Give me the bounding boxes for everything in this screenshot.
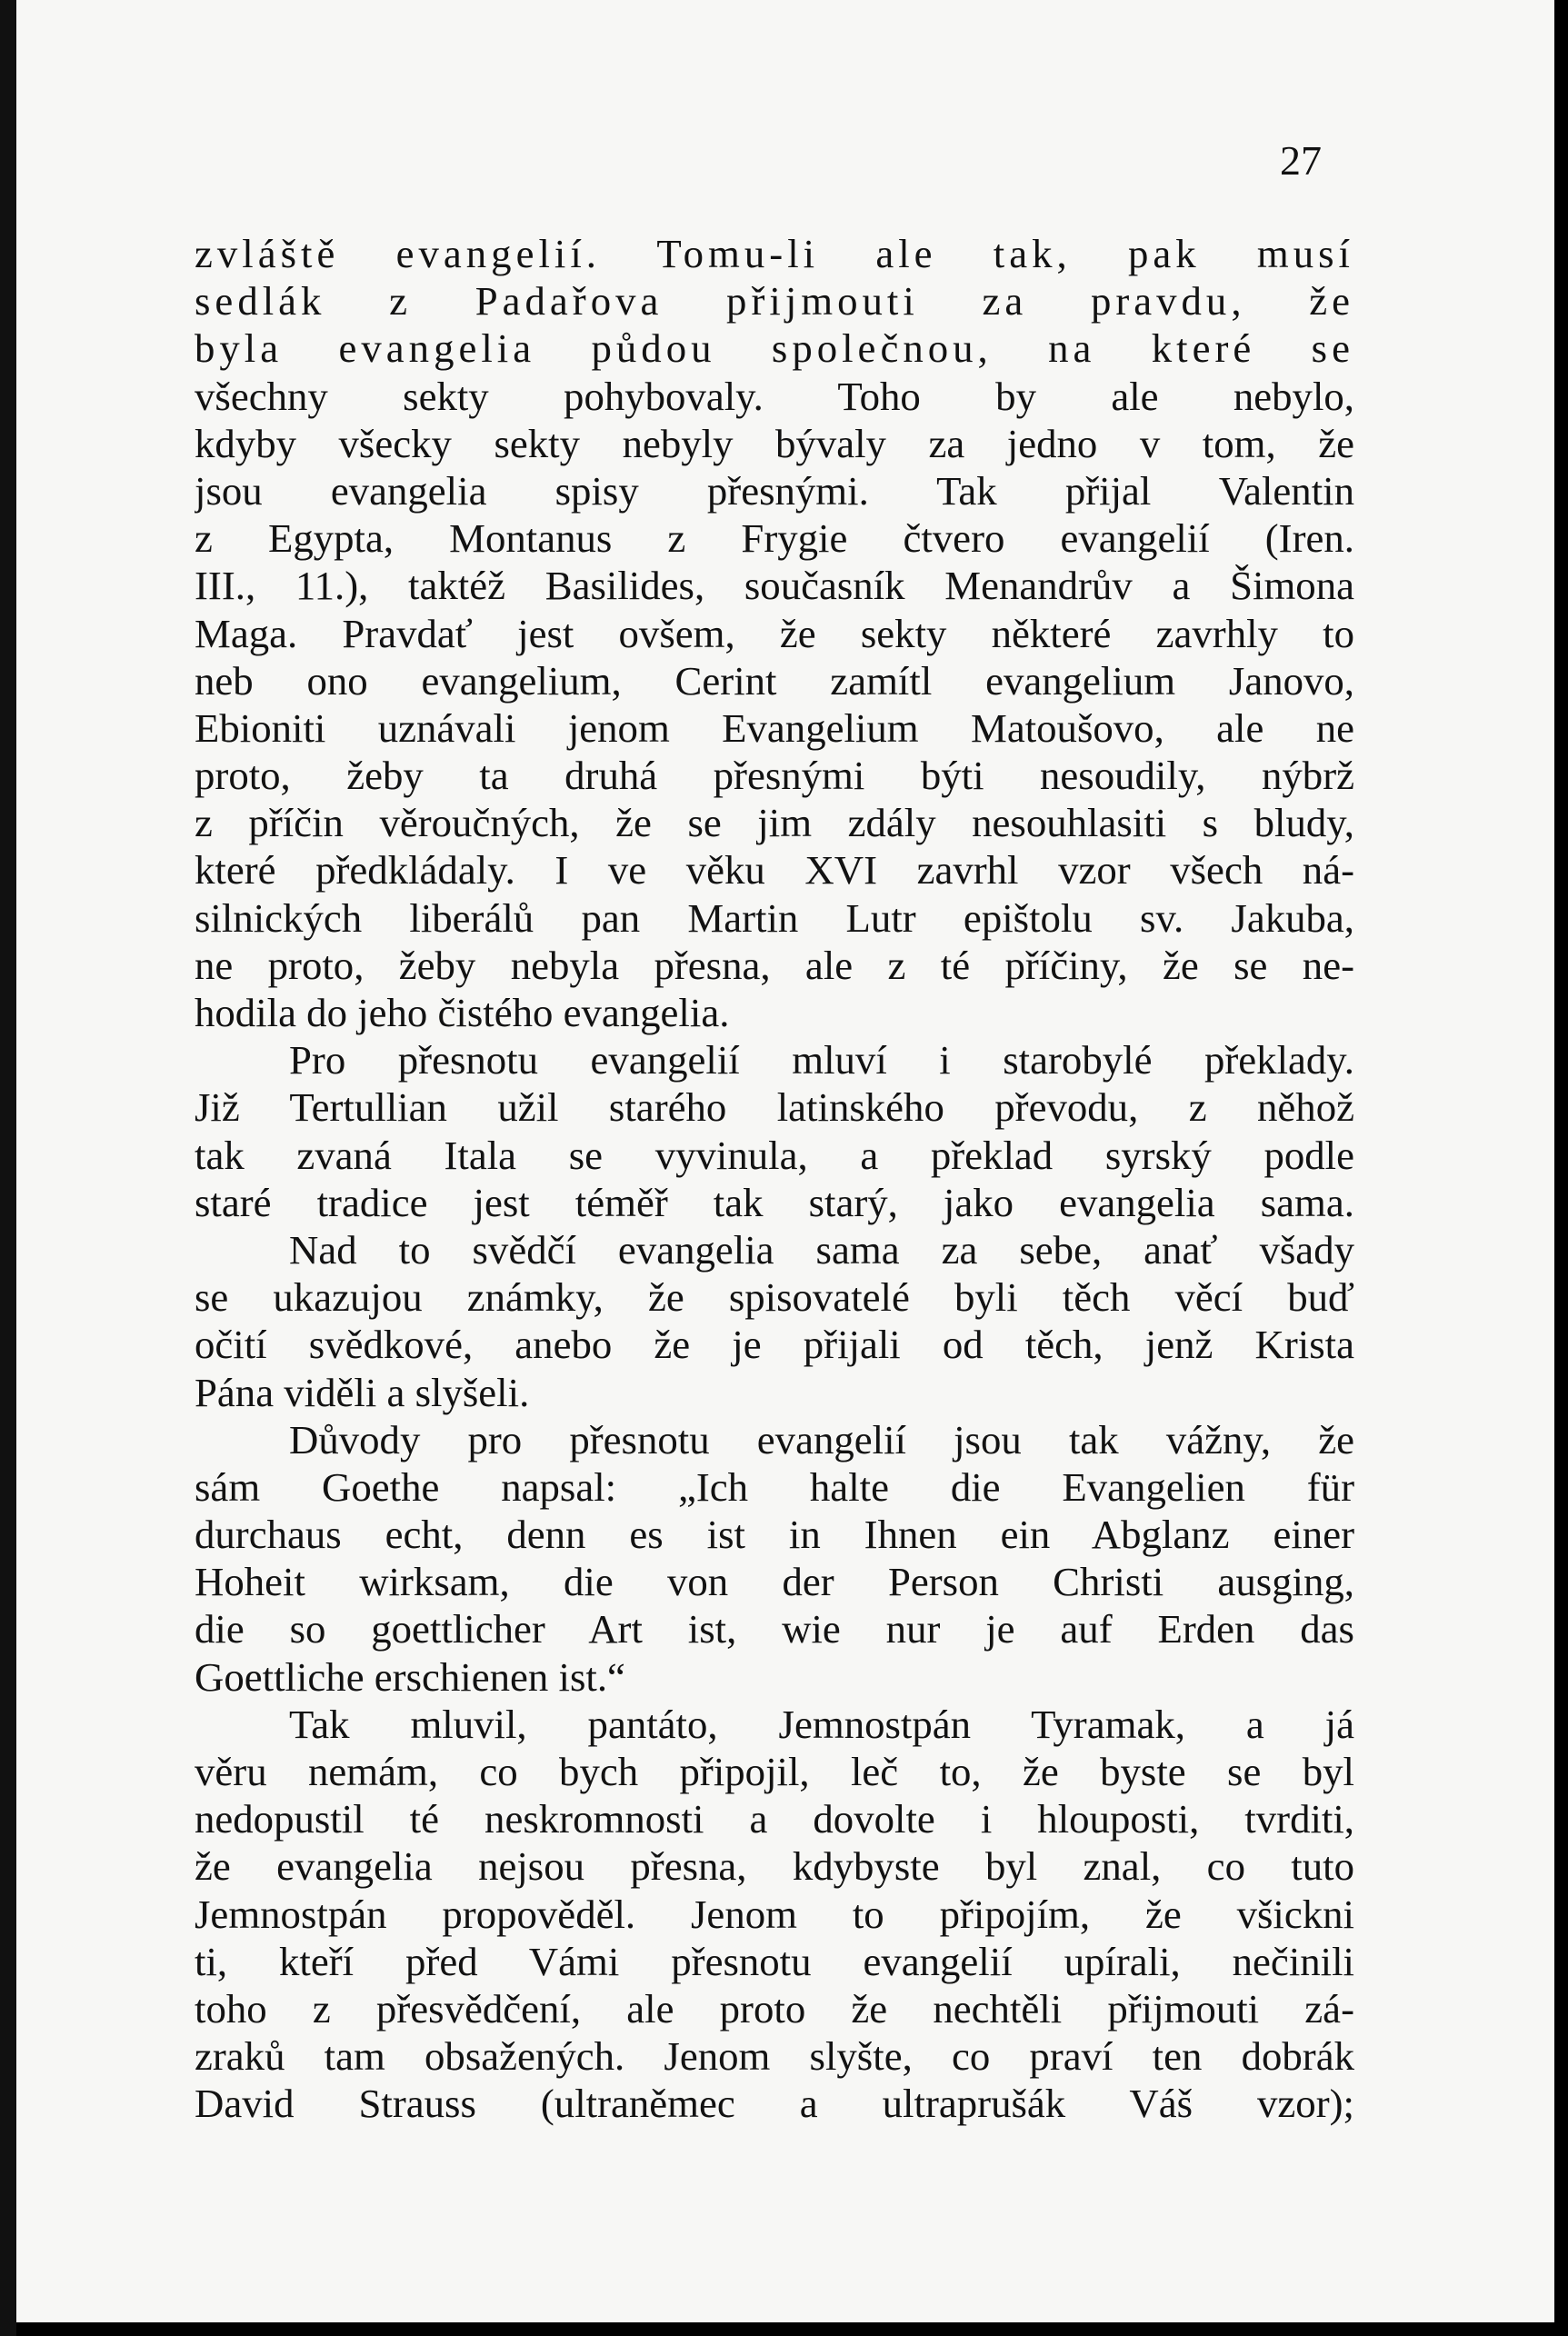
text-line: všechny sekty pohybovaly. Toho by ale nebylo, bbox=[195, 373, 1354, 419]
text-line: Důvody pro přesnotu evangelií jsou tak vážny, že bbox=[289, 1416, 1354, 1462]
page-number: 27 bbox=[1280, 137, 1322, 184]
text-line: nedopustil té neskromnosti a dovolte i hlouposti, tvrditi, bbox=[195, 1796, 1354, 1842]
text-line: se ukazujou známky, že spisovatelé byli těch věcí buď bbox=[195, 1274, 1354, 1321]
text-line: proto, žeby ta druhá přesnými býti nesoudily, nýbrž bbox=[195, 753, 1354, 799]
text-line: očití svědkové, anebo že je přijali od těch, jenž Krista bbox=[195, 1322, 1354, 1368]
text-line: die so goettlicher Art ist, wie nur je auf Erden das bbox=[195, 1606, 1354, 1652]
text-line: Pro přesnotu evangelií mluví i starobylé překlady. bbox=[289, 1037, 1354, 1083]
text-line: Goettliche erschienen ist.“ bbox=[195, 1653, 625, 1700]
text-line: byla evangelia půdou společnou, na které se bbox=[195, 325, 1354, 372]
text-line: že evangelia nejsou přesna, kdybyste byl znal, co tuto bbox=[195, 1843, 1354, 1890]
text-line: z příčin věroučných, že se jim zdály nesouhlasiti s bludy, bbox=[195, 800, 1354, 846]
text-line: zraků tam obsažených. Jenom slyšte, co praví ten dobrák bbox=[195, 2033, 1354, 2080]
text-line: staré tradice jest téměř tak starý, jako evangelia sama. bbox=[195, 1179, 1354, 1225]
book-page bbox=[16, 0, 1554, 2322]
text-line: jsou evangelia spisy přesnými. Tak přijal Valentin bbox=[195, 467, 1354, 514]
text-line: Jemnostpán propověděl. Jenom to připojím, že všickni bbox=[195, 1891, 1354, 1937]
text-line: Již Tertullian užil starého latinského převodu, z něhož bbox=[195, 1084, 1354, 1131]
text-line: věru nemám, co bych připojil, leč to, že byste se byl bbox=[195, 1749, 1354, 1794]
text-line: Hoheit wirksam, die von der Person Christi ausging, bbox=[195, 1559, 1354, 1605]
text-line: které předkládaly. I ve věku XVI zavrhl vzor všech ná- bbox=[195, 847, 1354, 893]
text-line: Tak mluvil, pantáto, Jemnostpán Tyramak, a já bbox=[289, 1701, 1354, 1747]
text-line: Pána viděli a slyšeli. bbox=[195, 1369, 530, 1415]
text-line: kdyby všecky sekty nebyly bývaly za jedno v tom, že bbox=[195, 420, 1354, 466]
text-line: Maga. Pravdať jest ovšem, že sekty některé zavrhly to bbox=[195, 610, 1354, 656]
text-line: III., 11.), taktéž Basilides, současník Menandrův a Šimona bbox=[195, 563, 1354, 609]
text-line: David Strauss (ultraněmec a ultraprušák Váš vzor); bbox=[195, 2081, 1354, 2127]
text-line: Ebioniti uznávali jenom Evangelium Matoušovo, ale ne bbox=[195, 704, 1354, 751]
text-line: tak zvaná Itala se vyvinula, a překlad syrský podle bbox=[195, 1132, 1354, 1178]
text-line: Nad to svědčí evangelia sama za sebe, anať všady bbox=[289, 1226, 1354, 1273]
text-line: ti, kteří před Vámi přesnotu evangelií upírali, nečinili bbox=[195, 1938, 1354, 1984]
body-text bbox=[195, 230, 1354, 2128]
text-line: z Egypta, Montanus z Frygie čtvero evangelií (Iren. bbox=[195, 515, 1354, 562]
text-line: toho z přesvědčení, ale proto že nechtěli přijmouti zá- bbox=[195, 1985, 1354, 2032]
text-line: hodila do jeho čistého evangelia. bbox=[195, 990, 730, 1035]
text-line: zvláště evangelií. Tomu-li ale tak, pak musí bbox=[195, 231, 1354, 276]
page-binding-edge bbox=[0, 0, 16, 2336]
text-line: sám Goethe napsal: „Ich halte die Evangelien für bbox=[195, 1463, 1354, 1510]
text-line: sedlák z Padařova přijmouti za pravdu, že bbox=[195, 278, 1354, 324]
text-line: neb ono evangelium, Cerint zamítl evangelium Janovo, bbox=[195, 657, 1354, 704]
text-line: silnických liberálů pan Martin Lutr epištolu sv. Jakuba, bbox=[195, 894, 1354, 941]
text-line: durchaus echt, denn es ist in Ihnen ein Abglanz einer bbox=[195, 1512, 1354, 1558]
text-line: ne proto, žeby nebyla přesna, ale z té příčiny, že se ne- bbox=[195, 942, 1354, 988]
